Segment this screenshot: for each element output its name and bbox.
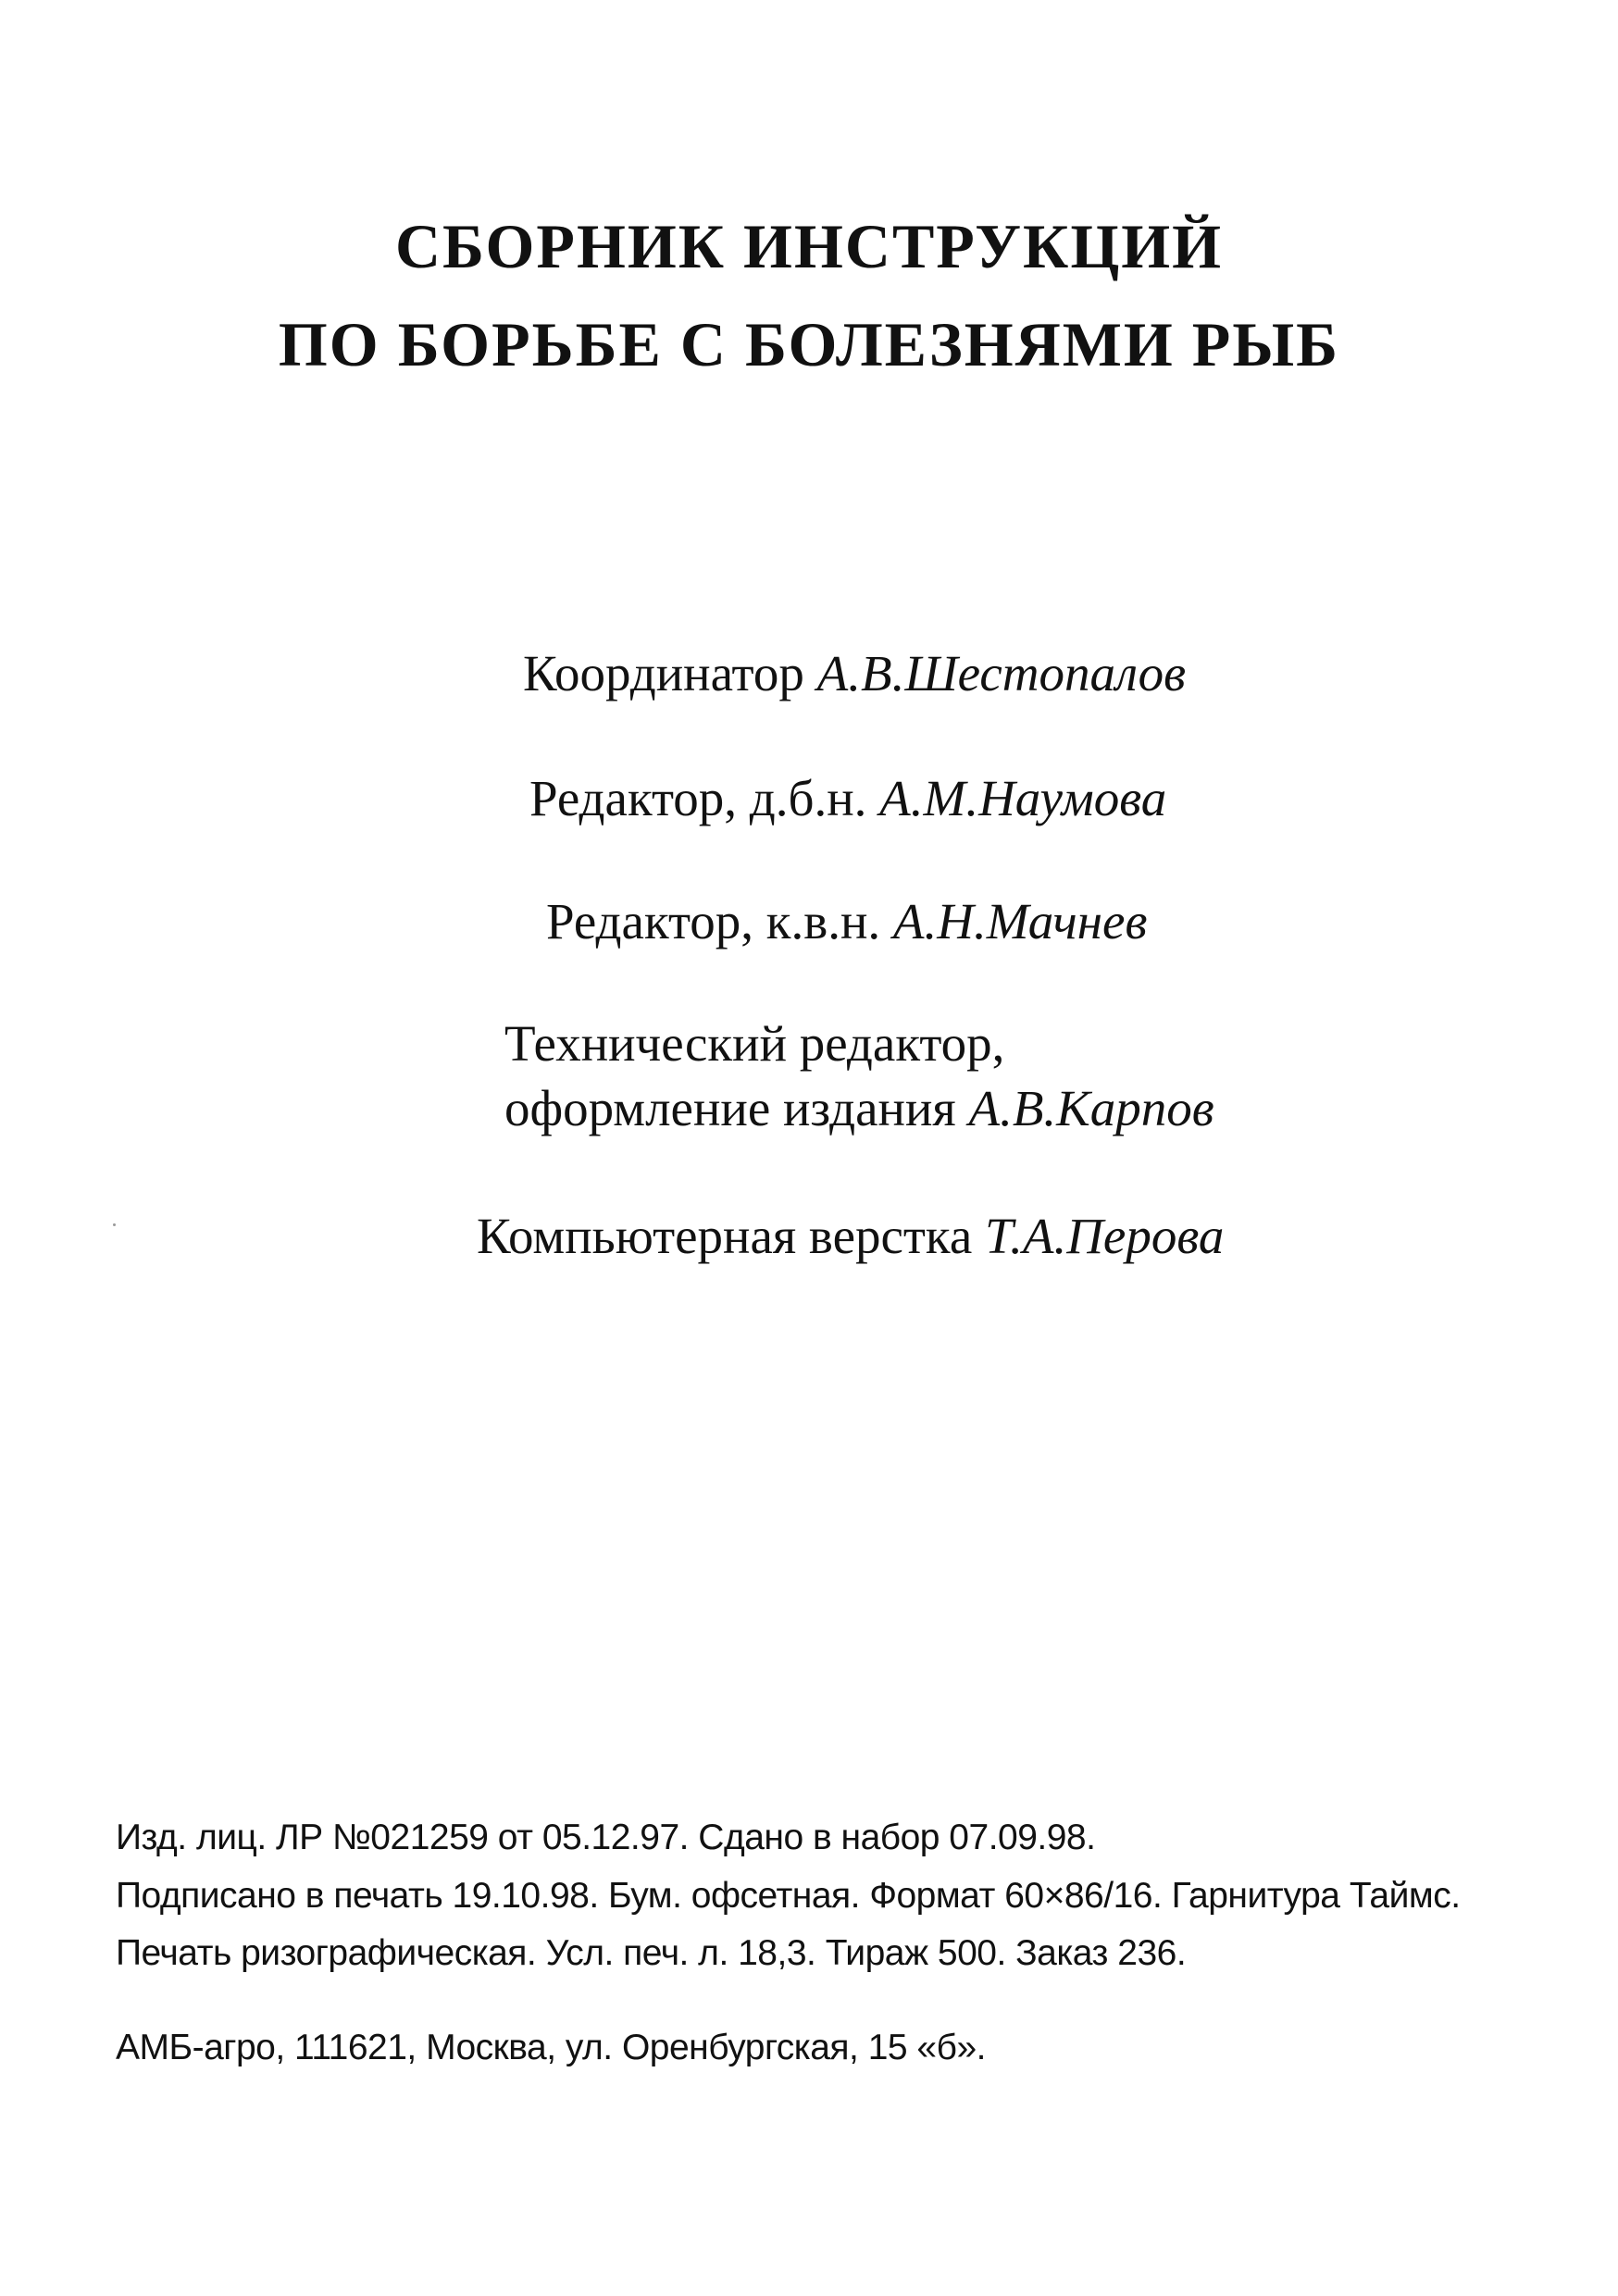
credit-person-name: А.Н.Мачнев xyxy=(892,893,1148,949)
credit-technical-editor-role xyxy=(504,1015,1005,1072)
credit-editor-2 xyxy=(546,893,1148,949)
credit-layout xyxy=(477,1208,1225,1264)
credit-coordinator xyxy=(523,645,1187,701)
book-title-line-2: ПО БОРЬБЕ С БОЛЕЗНЯМИ РЫБ xyxy=(278,309,1340,379)
credit-role: Редактор, д.б.н. xyxy=(529,770,867,826)
credit-role: Компьютерная верстка xyxy=(477,1208,973,1264)
scan-speck xyxy=(113,1223,116,1226)
imprint-line-3: Печать ризографическая. Усл. печ. л. 18,3. Тираж 500. Заказ 236. xyxy=(116,1933,1187,1973)
credit-role: Технический редактор, xyxy=(504,1015,1005,1072)
imprint-line-1: Изд. лиц. ЛР №021259 от 05.12.97. Сдано в набор 07.09.98. xyxy=(116,1818,1096,1857)
credit-technical-editor xyxy=(504,1080,1214,1136)
credit-role: Координатор xyxy=(523,645,804,701)
publisher-address: АМБ-агро, 111621, Москва, ул. Оренбургская, 15 «б». xyxy=(116,2028,986,2067)
credit-editor-1 xyxy=(529,770,1167,826)
imprint-line-2: Подписано в печать 19.10.98. Бум. офсетная. Формат 60×86/16. Гарнитура Таймс. xyxy=(116,1876,1461,1916)
book-title-line-1: СБОРНИК ИНСТРУКЦИЙ xyxy=(394,211,1224,281)
credit-person-name: А.В.Карпов xyxy=(968,1080,1214,1136)
credit-role: оформление издания xyxy=(504,1080,956,1136)
credit-role: Редактор, к.в.н. xyxy=(546,893,881,949)
credit-person-name: А.В.Шестопалов xyxy=(816,645,1187,701)
credit-person-name: Т.А.Перова xyxy=(984,1208,1225,1264)
credit-person-name: А.М.Наумова xyxy=(879,770,1167,826)
